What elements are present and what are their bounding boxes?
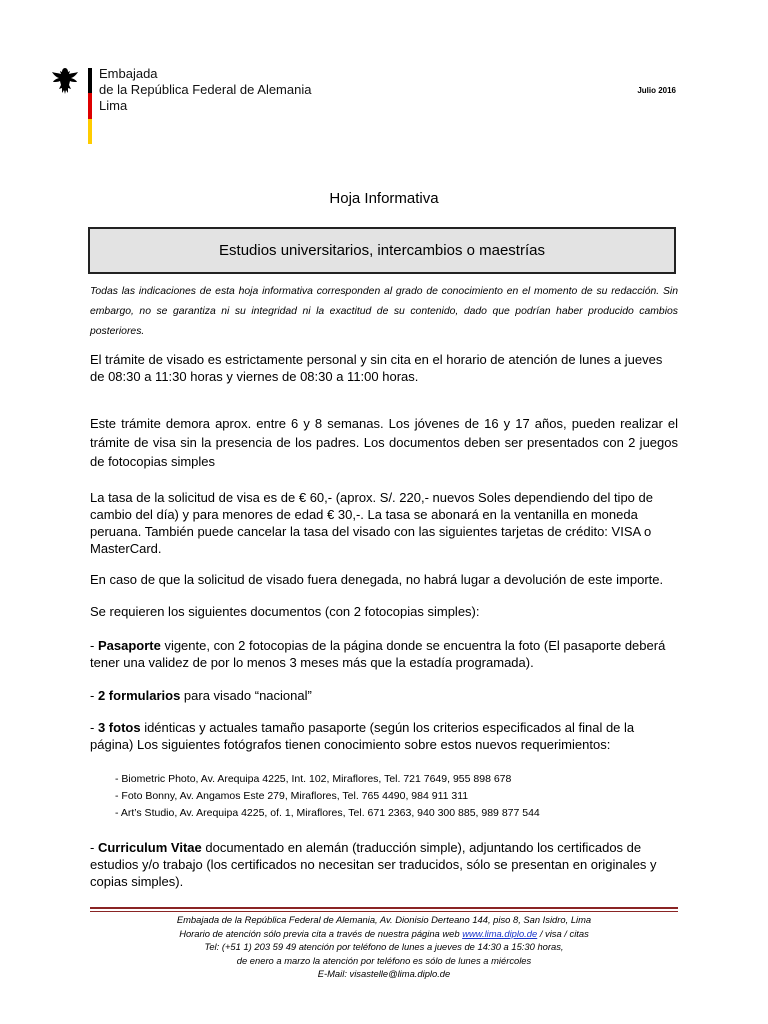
requirement-photos-text: idénticas y actuales tamaño pasaporte (según los criterios especificados al final de la página) Los siguientes fotógrafos tienen conocimiento sobre estos nuevos requerimientos: (90, 720, 635, 752)
requirement-forms (90, 687, 678, 704)
bullet-dash: - (90, 840, 98, 855)
requirement-passport (90, 637, 678, 671)
footer-hours-suffix: / visa / citas (537, 927, 589, 939)
flag-stripe-red (88, 93, 92, 118)
requirement-passport-label: Pasaporte (97, 638, 161, 653)
bullet-dash: - (90, 638, 98, 653)
paragraph-schedule: El trámite de visado es estrictamente personal y sin cita en el horario de atención de lunes a jueves de 08:30 a 11:30 horas y viernes de 08:30 a 11:00 horas. (90, 352, 663, 384)
footer-divider (90, 911, 678, 912)
footer-email: E-Mail: visastelle@lima.diplo.de (317, 968, 451, 979)
subject-title: Estudios universitarios, intercambios o maestrías (219, 242, 545, 259)
list-item: - Art’s Studio, Av. Arequipa 4225, of. 1, Miraflores, Tel. 671 2363, 940 300 885, 989 877 544 (115, 807, 540, 819)
bullet-dash: - (90, 688, 98, 703)
flag-stripe-gold (88, 119, 92, 144)
german-flag-bar (88, 68, 92, 144)
footer-phone-note: de enero a marzo la atención por teléfono es sólo de lunes a miércoles (236, 954, 532, 966)
paragraph-duration: Este trámite demora aprox. entre 6 y 8 semanas. Los jóvenes de 16 y 17 años, pueden realizar el trámite de visa sin la presencia de los padres. Los documentos deben ser presentados con 2 juegos de fotocopias simples (90, 416, 678, 469)
paragraph-documents-intro: Se requieren los siguientes documentos (con 2 fotocopias simples): (90, 604, 480, 619)
paragraph-refund: En caso de que la solicitud de visado fuera denegada, no habrá lugar a devolución de este importe. (90, 572, 664, 587)
footer-divider (90, 907, 678, 909)
list-item: - Foto Bonny, Av. Angamos Este 279, Miraflores, Tel. 765 4490, 984 911 311 (115, 790, 469, 802)
footer-hours-text: Horario de atención sólo previa cita a través de nuestra página web (179, 927, 463, 939)
subject-box (88, 227, 676, 274)
footer-address: Embajada de la República Federal de Alemania, Av. Dionisio Derteano 144, piso 8, San Isidro, Lima (176, 914, 592, 925)
embassy-name (99, 66, 311, 114)
federal-eagle-icon (50, 66, 80, 96)
embassy-name-line3: Lima (99, 98, 128, 113)
document-title: Hoja Informativa (329, 190, 439, 207)
flag-stripe-black (88, 68, 92, 93)
requirement-passport-text: vigente, con 2 fotocopias de la página donde se encuentra la foto (El pasaporte deberá tener una validez de por lo menos 3 meses más que la estadía programada). (90, 638, 666, 670)
paragraph-fee: La tasa de la solicitud de visa es de € 60,- (aprox. S/. 220,- nuevos Soles dependiendo del tipo de cambio del día) y para menores de edad € 30,-. La tasa se abonará en la ventanilla en moneda peruana. También puede cancelar la tasa del visado con las siguientes tarjetas de crédito: VISA o MasterCard. (90, 490, 653, 556)
list-item: - Biometric Photo, Av. Arequipa 4225, Int. 102, Miraflores, Tel. 721 7649, 955 898 678 (115, 773, 512, 785)
requirement-forms-text: para visado “nacional” (180, 688, 312, 703)
disclaimer-paragraph: Todas las indicaciones de esta hoja informativa corresponden al grado de conocimiento en el momento de su redacción. Sin embargo, no se garantiza ni su integridad ni la exactitud de su contenido, dado que podrían haber producido cambios posteriores. (90, 286, 678, 337)
requirement-forms-label: 2 formularios (97, 688, 181, 703)
requirement-photos (90, 719, 678, 753)
requirement-cv (90, 839, 678, 890)
requirement-cv-label: Curriculum Vitae (97, 840, 202, 855)
footer-hours (90, 927, 678, 941)
website-link[interactable]: www.lima.diplo.de (462, 927, 538, 939)
photographer-list (115, 771, 540, 822)
requirement-cv-text: documentado en alemán (traducción simple), adjuntando los certificados de estudios y/o trabajo (los certificados no necesitan ser traducidos, sólo se presentan en originales y copias simples). (90, 840, 657, 889)
footer (90, 913, 678, 981)
document-date: Julio 2016 (637, 86, 676, 95)
bullet-dash: - (90, 720, 98, 735)
footer-phone: Tel: (+51 1) 203 59 49 atención por teléfono de lunes a jueves de 14:30 a 15:30 horas, (204, 941, 564, 952)
embassy-name-line2: de la República Federal de Alemania (99, 82, 312, 97)
embassy-name-line1: Embajada (99, 66, 158, 81)
requirement-photos-label: 3 fotos (97, 720, 141, 735)
